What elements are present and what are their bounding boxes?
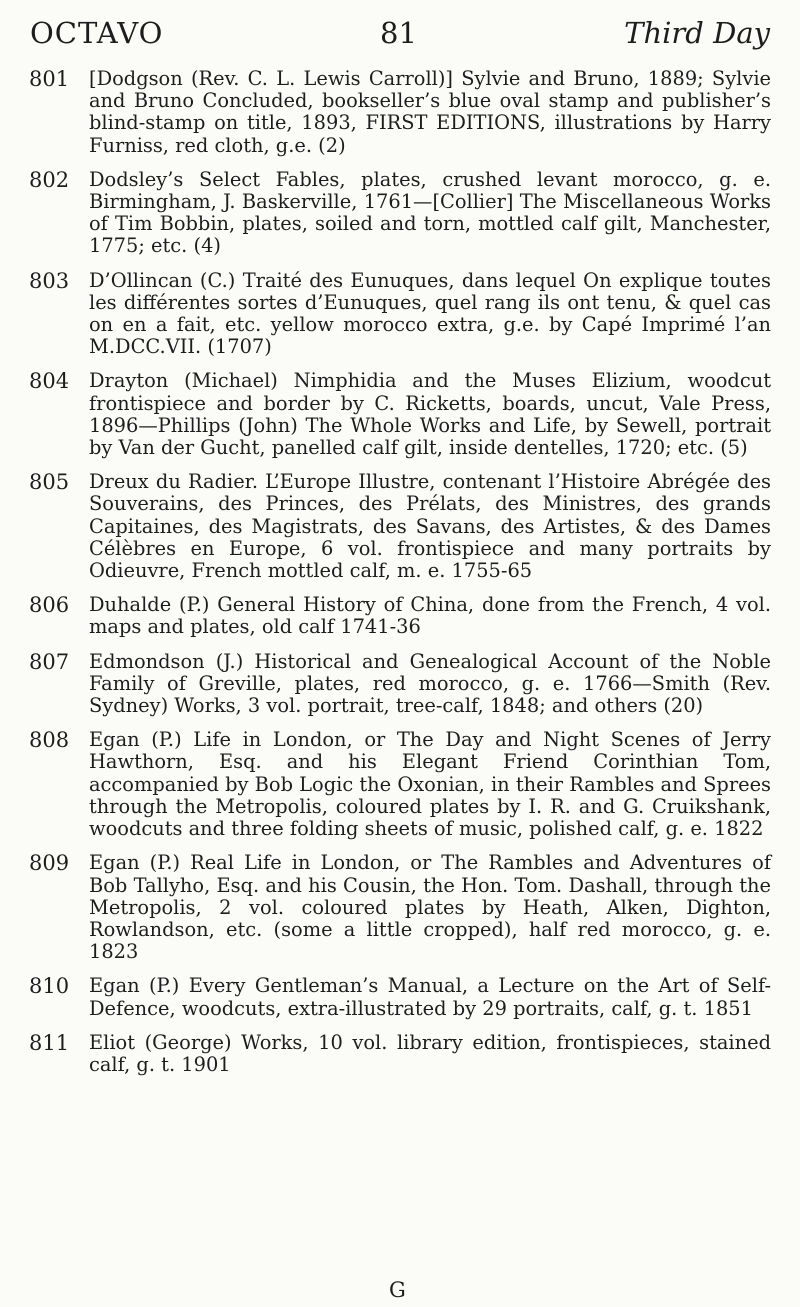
lot-entry [29,729,771,840]
lot-description: Edmondson (J.) Historical and Genealogical Account of the Noble Family of Greville, plates, red morocco, g. e. 1766—Smith (Rev. Sydney) Works, 3 vol. portrait, tree-calf, 1848; and others (20) [89,649,771,718]
lot-list [29,68,771,1088]
lot-number: 811 [29,1030,70,1055]
running-head-format: OCTAVO [30,16,164,50]
lot-description: [Dodgson (Rev. C. L. Lewis Carroll)] Sylvie and Bruno, 1889; Sylvie and Bruno Concluded, bookseller’s blue oval stamp and publisher’s blind-stamp on title, 1893, FIRST EDITIONS, illustrations by Harry Furniss, red cloth, g.e. (2) [89,67,771,157]
lot-entry [29,68,771,157]
lot-number: 803 [29,268,70,293]
lot-entry [29,594,771,638]
page-number: 81 [380,16,417,50]
lot-description: Dreux du Radier. L’Europe Illustre, contenant l’Histoire Abrégée des Souverains, des Princes, des Prélats, des Ministres, des grands Capitaines, des Magistrats, des Savans, des Artistes, & des Dames Célèbres en Europe, 6 vol. frontispiece and many portraits by Odieuvre, French mottled calf, m. e. 1755-65 [89,470,771,583]
lot-entry [29,651,771,718]
lot-number: 805 [29,470,70,495]
lot-number: 802 [29,167,70,192]
lot-entry [29,370,771,459]
lot-number: 809 [29,851,70,876]
lot-entry [29,1032,771,1076]
running-head [30,16,770,50]
lot-number: 806 [29,593,70,618]
lot-number: 804 [29,369,70,394]
lot-number: 801 [29,67,70,91]
lot-number: 810 [29,974,70,999]
lot-entry [29,852,771,963]
lot-description: Eliot (George) Works, 10 vol. library edition, frontispieces, stained calf, g. t. 1901 [89,1030,771,1076]
lot-entry [29,471,771,582]
lot-description: Egan (P.) Real Life in London, or The Rambles and Adventures of Bob Tallyho, Esq. and his Cousin, the Hon. Tom. Dashall, through the Metropolis, 2 vol. coloured plates by Heath, Alken, Dighton, Rowlandson, etc. (some a little cropped), half red morocco, g. e. 1823 [89,851,771,964]
lot-description: D’Ollincan (C.) Traité des Eunuques, dans lequel On explique toutes les différentes sortes d’Eunuques, quel rang ils ont tenu, & quel cas on en a fait, etc. yellow morocco extra, g.e. by Capé Imprimé l’an M.DCC.VII. (1707) [89,268,771,359]
lot-number: 807 [29,649,70,674]
lot-entry [29,975,771,1019]
signature-mark: G [389,1278,406,1302]
lot-description: Drayton (Michael) Nimphidia and the Muses Elizium, woodcut frontispiece and border by C. Ricketts, boards, uncut, Vale Press, 1896—Phillips (John) The Whole Works and Life, by Sewell, portrait by Van der Gucht, panelled calf gilt, inside dentelles, 1720; etc. (5) [89,369,771,460]
lot-description: Duhalde (P.) General History of China, done from the French, 4 vol. maps and plates, old calf 1741-36 [89,593,771,639]
lot-number: 808 [29,728,70,753]
lot-description: Dodsley’s Select Fables, plates, crushed levant morocco, g. e. Birmingham, J. Baskerville, 1761—[Collier] The Miscellaneous Works of Tim Bobbin, plates, soiled and torn, mottled calf gilt, Manchester, 1775; etc. (4) [89,167,771,258]
lot-description: Egan (P.) Every Gentleman’s Manual, a Lecture on the Art of Self-Defence, woodcuts, extra-illustrated by 29 portraits, calf, g. t. 1851 [89,974,771,1020]
running-head-day: Third Day [624,16,770,50]
lot-description: Egan (P.) Life in London, or The Day and Night Scenes of Jerry Hawthorn, Esq. and his Elegant Friend Corinthian Tom, accompanied by Bob Logic the Oxonian, in their Rambles and Sprees through the Metropolis, coloured plates by I. R. and G. Cruikshank, woodcuts and three folding sheets of music, polished calf, g. e. 1822 [89,728,771,841]
lot-entry [29,270,771,359]
lot-entry [29,169,771,258]
